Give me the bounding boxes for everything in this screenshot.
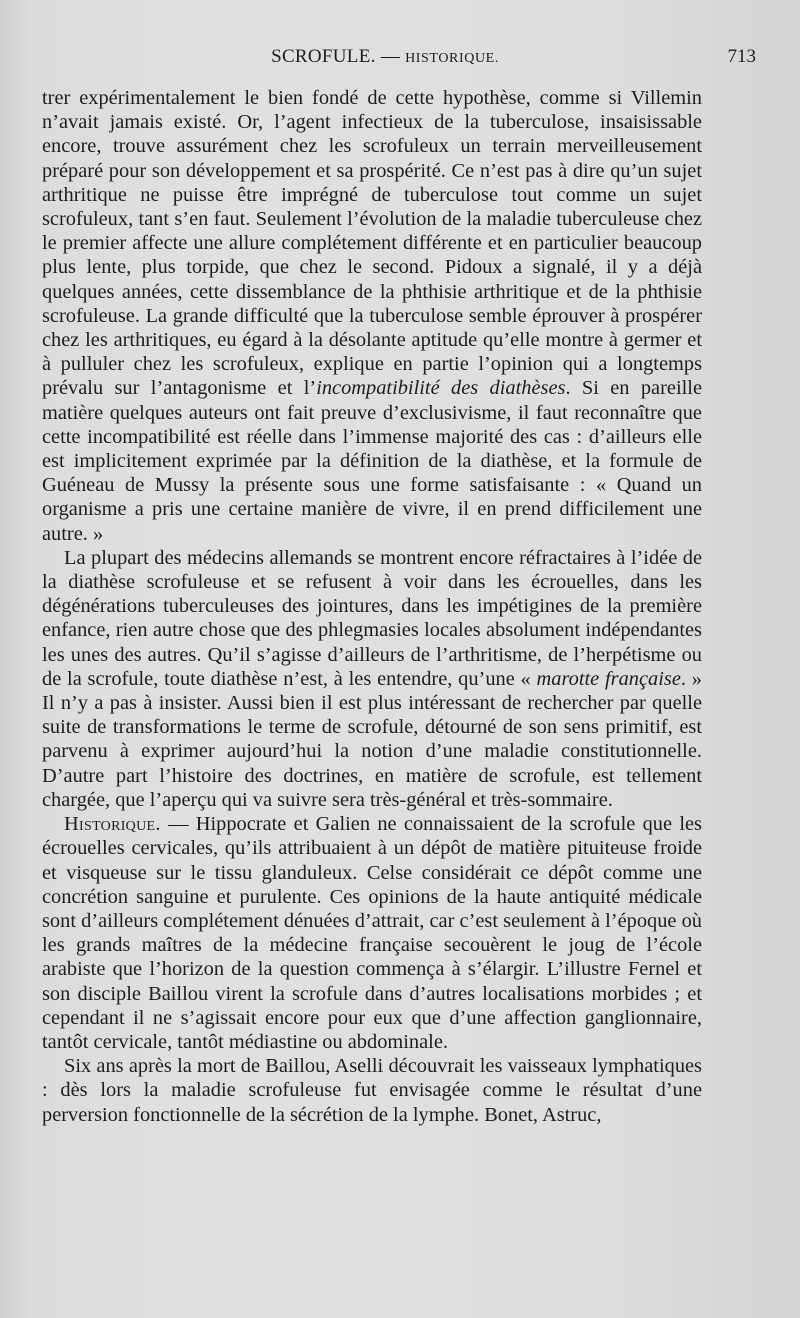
paragraph-1 bbox=[42, 86, 702, 546]
running-header bbox=[40, 46, 756, 76]
paragraph-2-text-b: . » Il n’y a pas à insister. Aussi bien il est plus intéressant de rechercher par quelle suite de transformations le terme de scrofule, détourné de son sens primitif, est parvenu à exprimer aujourd’hui la notion d’une maladie constitutionnelle. D’autre part l’histoire des doctrines, en matière de scrofule, est tellement chargée, que l’aperçu qui va suivre sera très-général et très-sommaire. bbox=[42, 667, 702, 811]
paragraph-1-italic: incompatibilité des diathèses bbox=[316, 377, 566, 400]
paragraph-2-text-a: La plupart des médecins allemands se montrent encore réfractaires à l’idée de la diathèse scrofuleuse et se refusent à voir dans les écrouelles, dans les dégénérations tuberculeuses des jointures, dans les impétigines de la première enfance, rien autre chose que des phlegmasies locales absolument indépendantes les unes des autres. Qu’il s’agisse d’ailleurs de l’arthritisme, de l’herpétisme ou de la scrofule, toute diathèse n’est, à les entendre, qu’une « bbox=[42, 546, 702, 690]
paragraph-2-italic: marotte française bbox=[536, 667, 681, 690]
paragraph-4-text: Six ans après la mort de Baillou, Aselli découvrait les vaisseaux lymphatiques : dès lors la maladie scrofuleuse fut envisagée comme le résultat d’une perversion fonctionnelle de la sécrétion de la lymphe. Bonet, Astruc, bbox=[42, 1055, 702, 1126]
paragraph-3 bbox=[42, 812, 702, 1054]
running-title bbox=[40, 46, 730, 68]
paragraph-2 bbox=[42, 546, 702, 812]
paragraph-4 bbox=[42, 1054, 702, 1127]
page-number: 713 bbox=[727, 46, 756, 67]
running-title-section: HISTORIQUE. bbox=[405, 51, 499, 66]
paragraph-1-text-a: trer expérimentalement le bien fondé de cette hypothèse, comme si Villemin n’avait jamais existé. Or, l’agent infectieux de la tuberculose, insaisissable encore, trouve assurément chez les scrofuleux un terrain merveilleusement préparé pour son développement et sa prospérité. Ce n’est pas à dire qu’un sujet arthritique ne puisse être imprégné de tuberculose tout comme un sujet scrofuleux, tant s’en faut. Seulement l’évolution de la maladie tuberculeuse chez le premier affecte une allure complétement différente et en particulier beaucoup plus lente, plus torpide, que chez le second. Pidoux a signalé, il y a déjà quelques années, cette dissemblance de la phthisie arthritique et de la phthisie scrofuleuse. La grande difficulté que la tuberculose semble éprouver à prospérer chez les arthritiques, eu égard à la désolante aptitude qu’elle montre à germer et à pulluler chez les scrofuleux, explique en partie l’opinion qui a longtemps prévalu sur l’antagonisme et l’ bbox=[42, 87, 702, 400]
body-text bbox=[42, 86, 702, 1127]
paragraph-3-text: — Hippocrate et Galien ne connaissaient de la scrofule que les écrouelles cervicales, qu’ils attribuaient à un dépôt de matière pituiteuse froide et visqueuse sur le tissu glanduleux. Celse considérait ce dépôt comme une concrétion sanguine et purulente. Ces opinions de la haute antiquité médicale sont d’ailleurs complétement dénuées d’attrait, car c’est seulement à l’époque où les grands maîtres de la médecine française secouèrent le joug de l’école arabiste que l’horizon de la question commença à s’élargir. L’illustre Fernel et son disciple Baillou virent la scrofule dans d’autres localisations morbides ; et cependant il ne s’agissait encore pour eux que d’une affection ganglionnaire, tantôt cervicale, tantôt médiastine ou abdominale. bbox=[42, 813, 702, 1053]
section-heading-historique: Historique. bbox=[64, 813, 161, 836]
paragraph-1-text-b: . Si en pareille matière quelques auteurs ont fait preuve d’exclusivisme, il faut reconnaître que cette incompatibilité est réelle dans l’immense majorité des cas : d’ailleurs elle est implicitement exprimée par la définition de la diathèse, et la formule de Guéneau de Mussy la présente sous une forme satisfaisante : « Quand un organisme a pris une certaine manière de vivre, il en prend difficilement une autre. » bbox=[42, 377, 702, 545]
running-title-main: SCROFULE. — bbox=[271, 46, 406, 67]
